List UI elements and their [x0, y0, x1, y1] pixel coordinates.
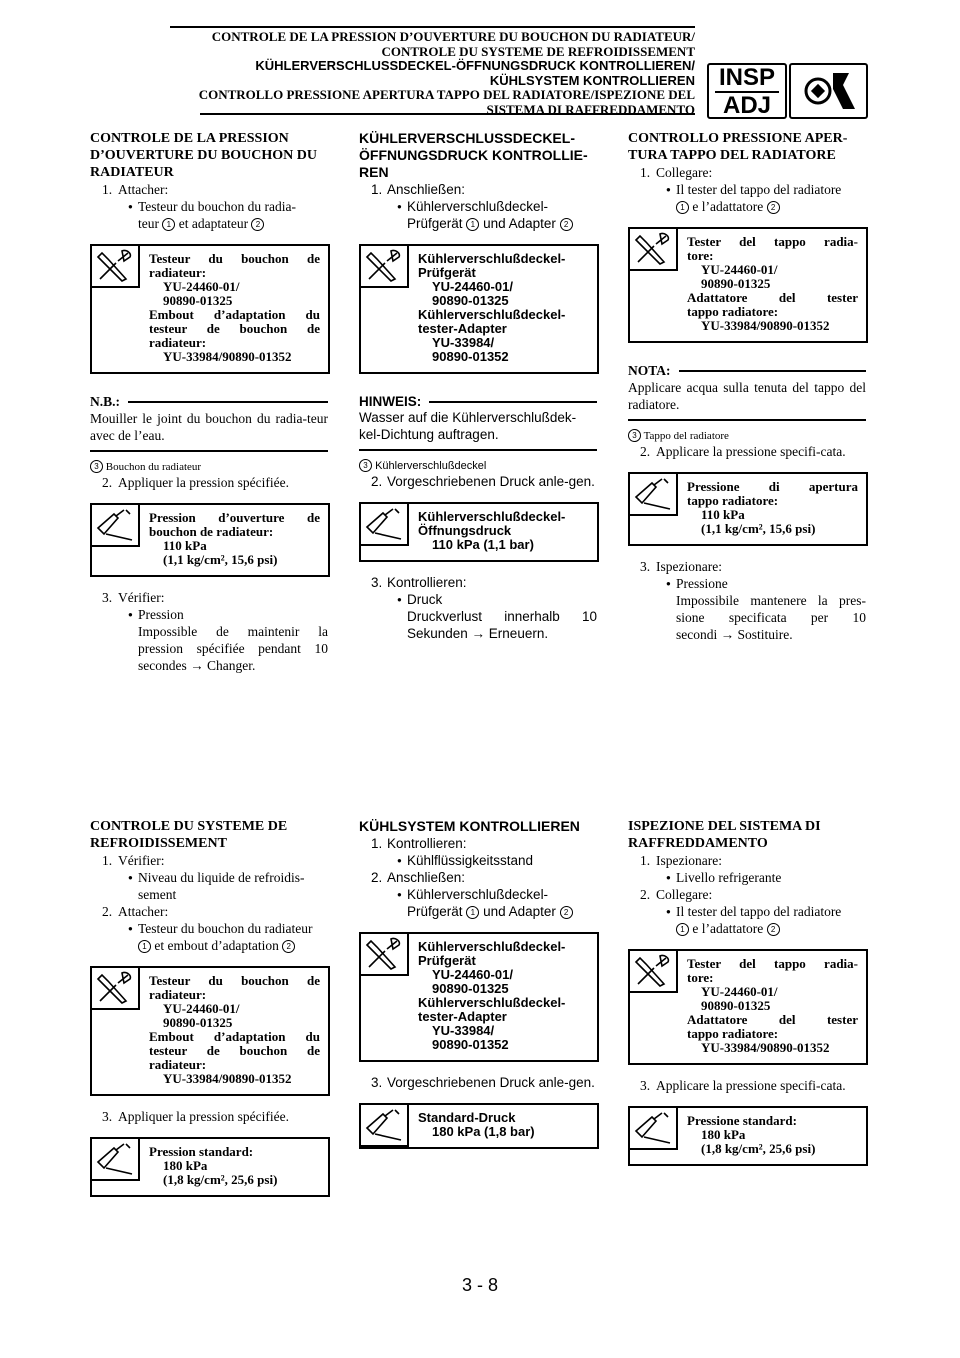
spec-text — [409, 1105, 597, 1147]
spec-line: YU-33984/90890-01352 — [701, 318, 830, 333]
bullet-item — [359, 886, 597, 903]
spec-text — [409, 504, 597, 560]
tool-icon — [361, 246, 409, 288]
step-1: 1. Ispezionare: — [640, 853, 722, 868]
spec-line: Kühlerverschlußdeckel- — [418, 509, 566, 524]
bullet-text: Pression — [138, 607, 184, 622]
title-line: REN — [359, 164, 389, 180]
spec-line: 90890-01325 — [163, 293, 233, 308]
bullet-text: Kühlerverschlußdeckel- — [407, 199, 549, 214]
spec-text — [140, 1139, 328, 1195]
de-cap-pressure-section — [359, 130, 597, 642]
spec-line: YU-24460-01/ — [701, 262, 778, 277]
caption-text: Tappo del radiatore — [643, 430, 729, 442]
step-text: Attacher: — [118, 182, 169, 197]
spec-line: Testeur du bouchon de — [149, 973, 320, 988]
spec-line: Kühlerverschlußdeckel- — [418, 307, 566, 322]
bullet-text: et adaptateur — [178, 216, 249, 231]
spec-line: YU-33984/ — [432, 335, 495, 350]
spec-line: YU-24460-01/ — [701, 984, 778, 999]
section-title — [359, 818, 597, 835]
spec-line: tappo radiatore: — [687, 1026, 779, 1041]
insp-adj-badge — [707, 63, 787, 119]
spec-line: (1,8 kg/cm², 25,6 psi) — [163, 1172, 278, 1187]
step-2: 2. Appliquer la pression spécifiée. — [102, 475, 289, 490]
spec-line: tappo radiatore: — [687, 493, 779, 508]
spec-box-tool — [628, 227, 868, 343]
bullet-text: Niveau du liquide de refroidis- — [138, 870, 305, 885]
ref-mark-1: 1 — [162, 218, 175, 231]
ref-mark-3: 3 — [628, 429, 641, 442]
caption-text: Kühlerverschlußdeckel — [375, 460, 487, 472]
bullet-text: Il tester del tappo del radiatore — [676, 182, 842, 197]
step-1: 1. Collegare: — [640, 165, 713, 180]
spec-line: 90890-01352 — [432, 1037, 509, 1052]
bullet-item — [628, 869, 866, 886]
note-end-rule — [628, 419, 866, 421]
step-text: Vérifier: — [118, 590, 165, 605]
page-number: 3 - 8 — [461, 1275, 499, 1295]
bullet-cont — [628, 198, 866, 215]
spec-line: YU-33984/90890-01352 — [701, 1040, 830, 1055]
ref-mark-2: 2 — [251, 218, 264, 231]
step-1: 1. Anschließen: — [371, 182, 466, 197]
step-1: 1. Kontrollieren: — [371, 836, 467, 851]
spec-line: Standard-Druck — [418, 1110, 516, 1125]
bullet-item — [90, 920, 328, 937]
spec-line: YU-33984/90890-01352 — [163, 349, 292, 364]
spec-text — [140, 246, 328, 372]
spec-line: 90890-01325 — [432, 293, 509, 308]
tool-wrench-badge — [789, 63, 868, 119]
title-line: CONTROLE DU SYSTEME DE — [90, 819, 288, 834]
spec-line: tappo radiatore: — [687, 304, 779, 319]
bullet-item — [628, 575, 866, 592]
ref-mark-1: 1 — [676, 923, 689, 936]
spec-box-value — [359, 1103, 599, 1149]
spec-line: Öffnungsdruck — [418, 523, 512, 538]
ref-mark-2: 2 — [560, 218, 573, 231]
caption-text: Bouchon du radiateur — [105, 461, 202, 473]
spec-line: 90890-01325 — [163, 1015, 233, 1030]
note-text: Wasser auf die Kühlerverschlußdek-kel-Dichtung auftragen. — [359, 410, 577, 442]
spec-line: Embout d’adaptation du — [149, 307, 320, 322]
ref-mark-3: 3 — [90, 460, 103, 473]
step-text: Anschließen: — [387, 182, 466, 197]
step-3: 3. Ispezionare: — [640, 559, 722, 574]
bullet-text: Testeur du bouchon du radiateur — [138, 921, 313, 936]
spec-line: Tester del tappo radia- — [687, 956, 858, 971]
header-title-line: CONTROLE DE LA PRESSION D’OUVERTURE DU BOUCHON DU RADIATEUR/ — [211, 29, 695, 44]
bullet-item — [628, 181, 866, 198]
spec-line: bouchon de radiateur: — [149, 524, 274, 539]
note-heading — [628, 363, 866, 379]
spec-line: radiateur: — [149, 987, 207, 1002]
spec-line: (1,1 kg/cm², 15,6 psi) — [701, 521, 816, 536]
step-text: Ispezionare: — [656, 559, 722, 574]
step-text: Vorgeschriebenen Druck anle-gen. — [387, 1075, 595, 1090]
bullet-item — [90, 606, 328, 623]
header-title — [199, 30, 695, 117]
spec-text — [678, 1108, 866, 1164]
spec-line: 110 kPa (1,1 bar) — [432, 537, 534, 552]
header-title-line: CONTROLE DU SYSTEME DE REFROIDISSEMENT — [381, 43, 695, 59]
bullet-text: Pressione — [676, 576, 728, 591]
step-1: 1. Vérifier: — [102, 853, 165, 868]
bullet-cont — [628, 920, 866, 937]
step-3: 3. Applicare la pressione specifi-cata. — [640, 1078, 846, 1093]
ref-mark-2: 2 — [282, 940, 295, 953]
header-title-line: KÜHLSYSTEM KONTROLLIEREN — [489, 72, 695, 88]
ref-mark-2: 2 — [767, 201, 780, 214]
step-text: Anschließen: — [387, 870, 466, 885]
spec-line: 180 kPa — [701, 1127, 746, 1142]
tool-icon — [630, 229, 678, 271]
header-title-line: KÜHLERVERSCHLUSSDECKEL-ÖFFNUNGSDRUCK KONTROLLIEREN/ — [255, 58, 695, 73]
note-heading — [359, 394, 597, 409]
spec-line: Kühlerverschlußdeckel- — [418, 939, 566, 954]
step-text: Kontrollieren: — [387, 575, 467, 590]
step-text: Ispezionare: — [656, 853, 722, 868]
spec-line: 90890-01325 — [432, 981, 509, 996]
fr-cap-pressure-section — [90, 130, 328, 674]
bullet-item — [359, 852, 597, 869]
step-text: Vérifier: — [118, 853, 165, 868]
spec-box-value — [359, 502, 599, 562]
spec-line: radiateur: — [149, 335, 207, 350]
spec-line: 110 kPa — [163, 538, 207, 553]
spec-line: 180 kPa (1,8 bar) — [432, 1124, 535, 1139]
header-rule — [200, 113, 695, 115]
spec-line: tester-Adapter — [418, 321, 507, 336]
step-text: Collegare: — [656, 887, 713, 902]
spec-line: tore: — [687, 248, 714, 263]
bullet-text: Kühlflüssigkeitsstand — [407, 853, 534, 868]
spec-line: YU-33984/90890-01352 — [163, 1071, 292, 1086]
spec-line: testeur de bouchon de — [149, 1043, 320, 1058]
bullet-cont — [359, 215, 597, 232]
spec-line: Pressione standard: — [687, 1113, 797, 1128]
step-1: 1. Attacher: — [102, 182, 169, 197]
spec-line: Pression standard: — [149, 1144, 254, 1159]
bullet-item — [359, 591, 597, 608]
spec-line: Prüfgerät — [418, 265, 476, 280]
section-title — [90, 130, 328, 181]
section-title — [359, 130, 597, 181]
title-line: KÜHLERVERSCHLUSSDECKEL- — [359, 130, 575, 146]
tool-icon — [630, 951, 678, 993]
spec-line: 180 kPa — [163, 1158, 208, 1173]
step-3: 3. Kontrollieren: — [371, 575, 467, 590]
step-text: Appliquer la pression spécifiée. — [118, 1109, 289, 1124]
title-line: RAFFREDDAMENTO — [628, 836, 768, 851]
spec-value-icon — [361, 504, 409, 546]
bullet-text: teur — [138, 216, 159, 231]
section-title — [628, 130, 866, 164]
bullet-text: et embout d’adaptation — [154, 938, 279, 953]
spec-text — [409, 934, 597, 1060]
ref-mark-1: 1 — [676, 201, 689, 214]
note-label: N.B.: — [90, 394, 120, 409]
note-end-rule — [359, 449, 597, 451]
step-2: 2. Applicare la pressione specifi-cata. — [640, 444, 846, 459]
section-title — [628, 818, 866, 852]
spec-line: Tester del tappo radia- — [687, 234, 858, 249]
bullet-item — [90, 869, 328, 886]
spec-line: radiateur: — [149, 1057, 207, 1072]
step-2: 2. Attacher: — [102, 904, 169, 919]
spec-box-value — [90, 503, 330, 577]
note-label: NOTA: — [628, 363, 671, 378]
spec-value-icon — [361, 1105, 409, 1147]
bullet-text: Testeur du bouchon du radia- — [138, 199, 297, 214]
step-text: Vorgeschriebenen Druck anle-gen. — [387, 474, 595, 489]
note-text: Mouiller le joint du bouchon du radia-teur avec de l’eau. — [90, 411, 328, 443]
spec-line: Pressione di apertura — [687, 479, 858, 494]
spec-line: Kühlerverschlußdeckel- — [418, 251, 566, 266]
title-line: CONTROLLO PRESSIONE APER- — [628, 131, 848, 146]
spec-line: Pression d’ouverture de — [149, 510, 320, 525]
step-2: 2. Anschließen: — [371, 870, 466, 885]
bullet-text: secondi → Sostituire. — [676, 627, 793, 642]
bullet-text: und Adapter — [483, 904, 556, 919]
spec-line: Adattatore del tester — [687, 1012, 858, 1027]
spec-line: radiateur: — [149, 265, 207, 280]
figure-caption — [628, 429, 866, 443]
spec-box-value — [628, 472, 868, 546]
step-text: Applicare la pressione specifi-cata. — [656, 1078, 846, 1093]
spec-value-icon — [92, 505, 140, 547]
bullet-cont: sement — [138, 887, 177, 902]
ref-mark-2: 2 — [767, 923, 780, 936]
step-3: 3. Appliquer la pression spécifiée. — [102, 1109, 289, 1124]
bullet-cont — [628, 592, 866, 643]
spec-line: 90890-01352 — [432, 349, 509, 364]
spec-text — [678, 951, 866, 1063]
tool-icon — [361, 934, 409, 976]
tool-icon — [92, 246, 140, 288]
bullet-text: Impossible de maintenir la — [138, 624, 328, 639]
spec-line: YU-24460-01/ — [432, 279, 513, 294]
title-line: REFROIDISSEMENT — [90, 836, 227, 851]
ref-mark-3: 3 — [359, 459, 372, 472]
spec-box-value — [628, 1106, 868, 1166]
spec-line: 110 kPa — [701, 507, 745, 522]
spec-line: tester-Adapter — [418, 1009, 507, 1024]
fr-cooling-system-section — [90, 818, 328, 1197]
spec-text — [140, 505, 328, 575]
tool-icon — [92, 968, 140, 1010]
spec-line: (1,8 kg/cm², 25,6 psi) — [701, 1141, 816, 1156]
spec-line: 90890-01325 — [701, 998, 771, 1013]
step-2: 2. Collegare: — [640, 887, 713, 902]
spec-line: (1,1 kg/cm², 15,6 psi) — [163, 552, 278, 567]
bullet-text: pression spécifiée pendant 10 — [138, 641, 328, 656]
spec-line: Testeur du bouchon de — [149, 251, 320, 266]
wrench-icon — [791, 65, 866, 117]
section-title — [90, 818, 328, 852]
spec-line: Embout d’adaptation du — [149, 1029, 320, 1044]
step-text: Appliquer la pression spécifiée. — [118, 475, 289, 490]
step-2: 2. Vorgeschriebenen Druck anle-gen. — [371, 474, 595, 489]
bullet-text: und Adapter — [483, 216, 556, 231]
note-heading — [90, 394, 328, 410]
spec-box-tool — [628, 949, 868, 1065]
spec-line: YU-33984/ — [432, 1023, 495, 1038]
spec-value-icon — [92, 1139, 140, 1181]
bullet-cont — [90, 623, 328, 674]
note-label: HINWEIS: — [359, 394, 422, 409]
figure-caption — [359, 459, 597, 473]
spec-box-tool — [359, 244, 599, 374]
spec-box-value — [90, 1137, 330, 1197]
spec-value-icon — [630, 1108, 678, 1150]
ref-mark-1: 1 — [466, 906, 479, 919]
title-line: ISPEZIONE DEL SISTEMA DI — [628, 819, 821, 834]
bullet-cont — [359, 903, 597, 920]
bullet-text: Sekunden → Erneuern. — [407, 626, 549, 641]
step-text: Applicare la pressione specifi-cata. — [656, 444, 846, 459]
spec-value-icon — [630, 474, 678, 516]
bullet-cont — [359, 608, 597, 642]
ref-mark-1: 1 — [466, 218, 479, 231]
spec-line: 90890-01325 — [701, 276, 771, 291]
header-title-line: SISTEMA DI RAFFREDDAMENTO — [486, 101, 695, 117]
title-line: RADIATEUR — [90, 165, 174, 180]
bullet-text: Druck — [407, 592, 443, 607]
spec-box-tool — [90, 244, 330, 374]
header-top-rule — [170, 26, 695, 28]
bullet-text: Kühlerverschlußdeckel- — [407, 887, 549, 902]
title-line: ÖFFNUNGSDRUCK KONTROLLIE- — [359, 147, 588, 163]
spec-text — [678, 474, 866, 544]
bullet-text: Prüfgerät — [407, 216, 463, 231]
bullet-item — [90, 198, 328, 215]
bullet-cont — [90, 215, 328, 232]
step-text: Kontrollieren: — [387, 836, 467, 851]
spec-box-tool — [90, 966, 330, 1096]
spec-text — [678, 229, 866, 341]
badge-bottom-text: ADJ — [722, 92, 771, 119]
ref-mark-2: 2 — [560, 906, 573, 919]
bullet-item — [628, 903, 866, 920]
bullet-text: sione specificata per 10 — [676, 610, 866, 625]
title-line: KÜHLSYSTEM KONTROLLIEREN — [359, 818, 580, 834]
figure-caption — [90, 460, 328, 474]
bullet-text: Livello refrigerante — [676, 870, 782, 885]
bullet-text: Druckverlust innerhalb 10 — [407, 609, 597, 624]
title-line: D’OUVERTURE DU BOUCHON DU — [90, 148, 318, 163]
spec-box-tool — [359, 932, 599, 1062]
title-line: TURA TAPPO DEL RADIATORE — [628, 148, 836, 163]
it-cooling-system-section — [628, 818, 866, 1166]
title-line: CONTROLE DE LA PRESSION — [90, 131, 289, 146]
note-text: Applicare acqua sulla tenuta del tappo del radiatore. — [628, 380, 866, 412]
header-title-line: CONTROLLO PRESSIONE APERTURA TAPPO DEL RADIATORE/ISPEZIONE DEL — [198, 87, 695, 102]
bullet-text: Prüfgerät — [407, 904, 463, 919]
step-text: Collegare: — [656, 165, 713, 180]
spec-text — [409, 246, 597, 372]
bullet-text: Impossibile mantenere la pres- — [676, 593, 866, 608]
spec-line: YU-24460-01/ — [432, 967, 513, 982]
badge-top-text: INSP — [718, 64, 775, 91]
spec-line: Prüfgerät — [418, 953, 476, 968]
spec-line: tore: — [687, 970, 714, 985]
spec-line: testeur de bouchon de — [149, 321, 320, 336]
spec-line: YU-24460-01/ — [163, 279, 240, 294]
spec-text — [140, 968, 328, 1094]
de-cooling-system-section — [359, 818, 597, 1149]
bullet-text: Il tester del tappo del radiatore — [676, 904, 842, 919]
bullet-item — [359, 198, 597, 215]
ref-mark-1: 1 — [138, 940, 151, 953]
step-text: Attacher: — [118, 904, 169, 919]
step-3: 3. Vorgeschriebenen Druck anle-gen. — [371, 1075, 595, 1090]
bullet-text: e l’adattatore — [692, 199, 764, 214]
bullet-cont — [90, 937, 328, 954]
bullet-text: secondes → Changer. — [138, 658, 256, 673]
spec-line: Kühlerverschlußdeckel- — [418, 995, 566, 1010]
spec-line: Adattatore del tester — [687, 290, 858, 305]
step-3: 3. Vérifier: — [102, 590, 165, 605]
bullet-text: e l’adattatore — [692, 921, 764, 936]
note-end-rule — [90, 450, 328, 452]
spec-line: YU-24460-01/ — [163, 1001, 240, 1016]
it-cap-pressure-section — [628, 130, 866, 643]
